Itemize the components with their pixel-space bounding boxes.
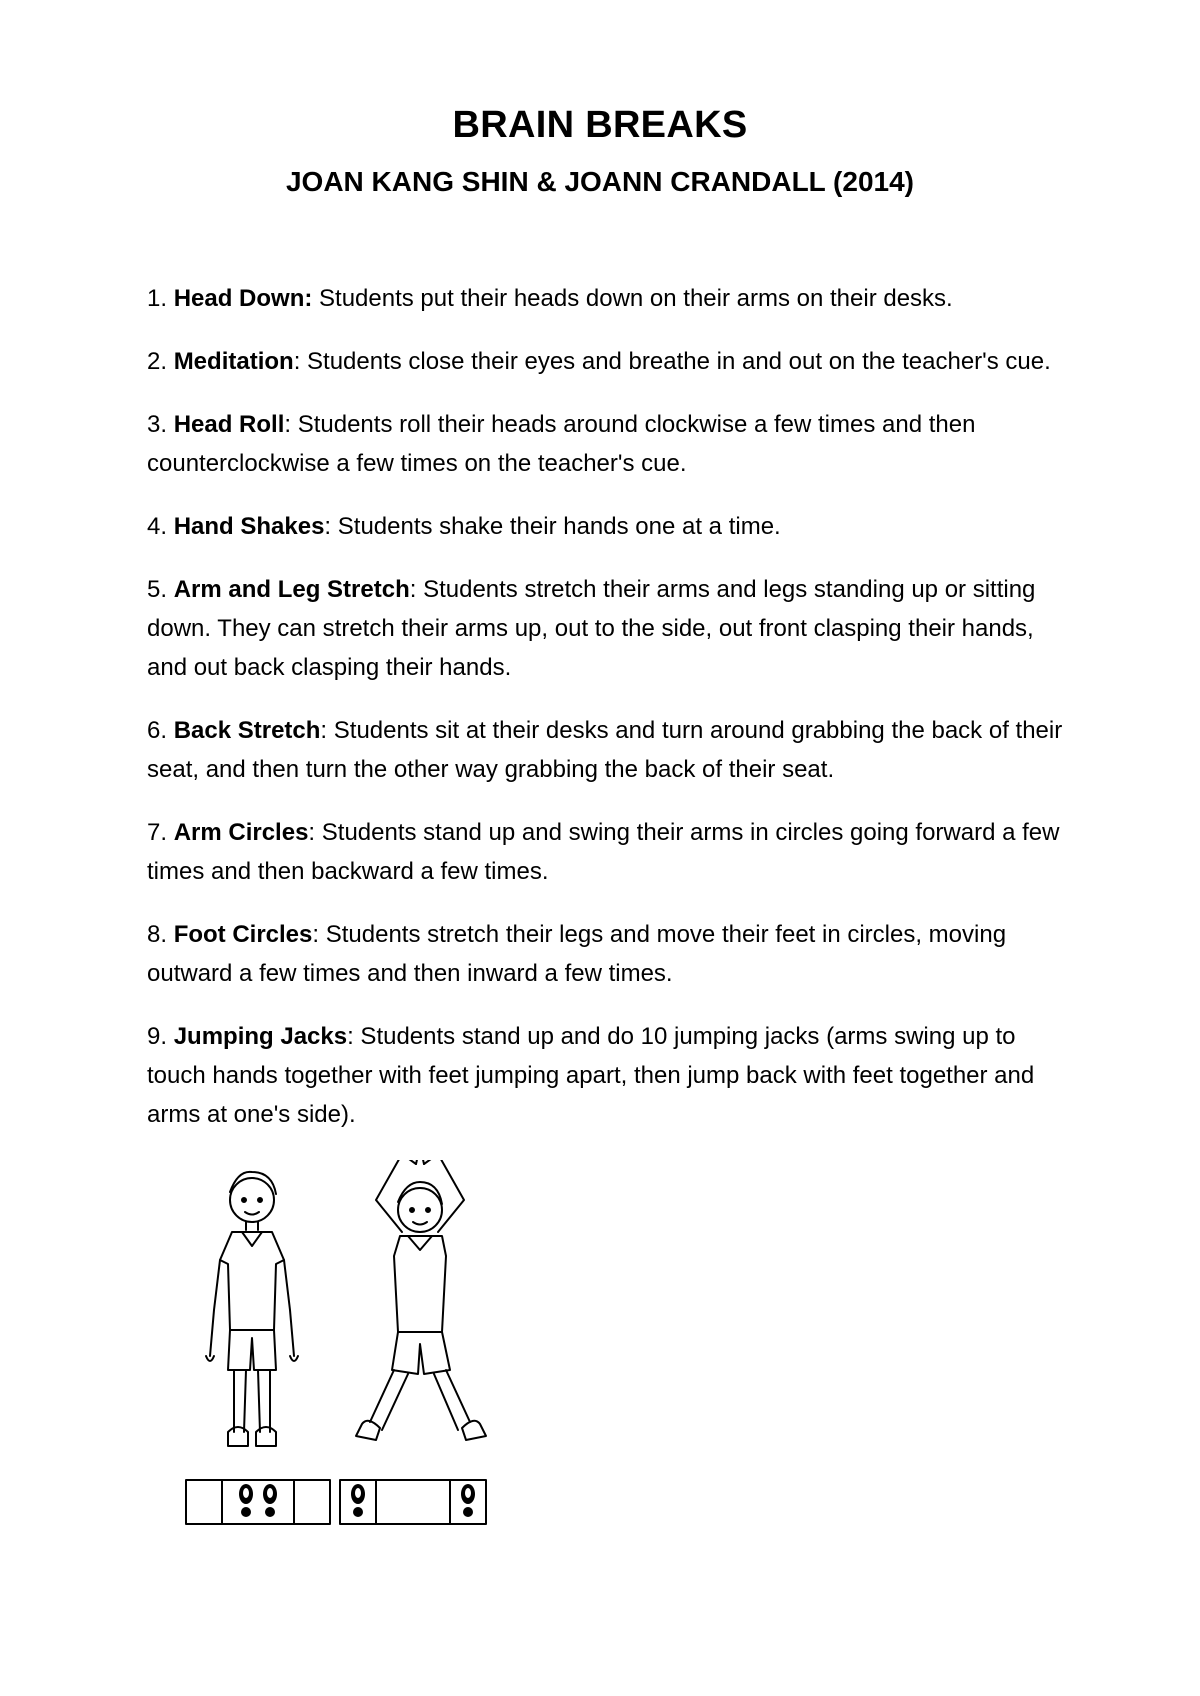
item-text: Students stand up and swing their arms in circles going forward a few times and then backward a few times. <box>147 819 1060 885</box>
item-number: 9. <box>147 1023 174 1050</box>
jumping-child-icon <box>356 1160 486 1440</box>
item-number: 4. <box>147 513 174 540</box>
list-item <box>147 813 1077 891</box>
item-separator: : <box>324 513 332 540</box>
item-text: Students shake their hands one at a time. <box>331 513 781 540</box>
item-label: Hand Shakes <box>173 513 325 540</box>
list-item <box>147 570 1077 687</box>
item-separator: : <box>312 921 320 948</box>
jumping-jack-illustration <box>180 1160 510 1540</box>
footprint-boxes <box>186 1480 486 1524</box>
item-number: 5. <box>147 576 174 603</box>
item-text: Students stand up and do 10 jumping jacks (arms swing up to touch hands together with feet jumping apart, then jump back with feet together and arms at one's side). <box>147 1023 1035 1128</box>
item-label: Head Roll <box>173 411 285 438</box>
item-number: 1. <box>147 285 174 312</box>
item-separator: : <box>320 717 328 744</box>
jumping-jack-icon <box>180 1160 510 1540</box>
item-separator: : <box>293 348 301 375</box>
brain-break-list <box>147 255 1077 1157</box>
list-item <box>147 342 1077 381</box>
standing-child-icon <box>206 1172 298 1446</box>
item-label: Arm and Leg Stretch <box>173 576 410 603</box>
item-text: Students close their eyes and breathe in and out on the teacher's cue. <box>300 348 1051 375</box>
item-separator: : <box>347 1023 354 1050</box>
item-number: 2. <box>147 348 174 375</box>
item-number: 3. <box>147 411 174 438</box>
item-label: Meditation <box>173 348 294 375</box>
document-subtitle: JOAN KANG SHIN & JOANN CRANDALL (2014) <box>285 166 914 197</box>
item-separator: : <box>409 576 417 603</box>
item-text: Students put their heads down on their arms on their desks. <box>312 285 953 312</box>
list-item <box>147 279 1077 318</box>
item-label: Jumping Jacks <box>173 1023 348 1050</box>
item-text: Students stretch their legs and move their feet in circles, moving outward a few times and then inward a few times. <box>147 921 1007 987</box>
list-item <box>147 507 1077 546</box>
item-text: Students stretch their arms and legs standing up or sitting down. They can stretch their arms up, out to the side, out front clasping their hands, and out back clasping their hands. <box>147 576 1036 681</box>
item-text: Students roll their heads around clockwise a few times and then counterclockwise a few times on the teacher's cue. <box>147 411 976 477</box>
item-label: Foot Circles <box>173 921 313 948</box>
list-item <box>147 711 1077 789</box>
document-title: BRAIN BREAKS <box>452 104 748 146</box>
item-number: 8. <box>147 921 174 948</box>
item-separator: : <box>284 411 292 438</box>
item-number: 7. <box>147 819 174 846</box>
item-number: 6. <box>147 717 174 744</box>
item-label: Head Down: <box>173 285 313 312</box>
item-label: Back Stretch <box>173 717 321 744</box>
item-text: Students sit at their desks and turn around grabbing the back of their seat, and then turn the other way grabbing the back of their seat. <box>147 717 1063 783</box>
list-item <box>147 915 1077 993</box>
list-item <box>147 405 1077 483</box>
item-separator: : <box>308 819 316 846</box>
item-label: Arm Circles <box>173 819 309 846</box>
list-item <box>147 1017 1077 1134</box>
